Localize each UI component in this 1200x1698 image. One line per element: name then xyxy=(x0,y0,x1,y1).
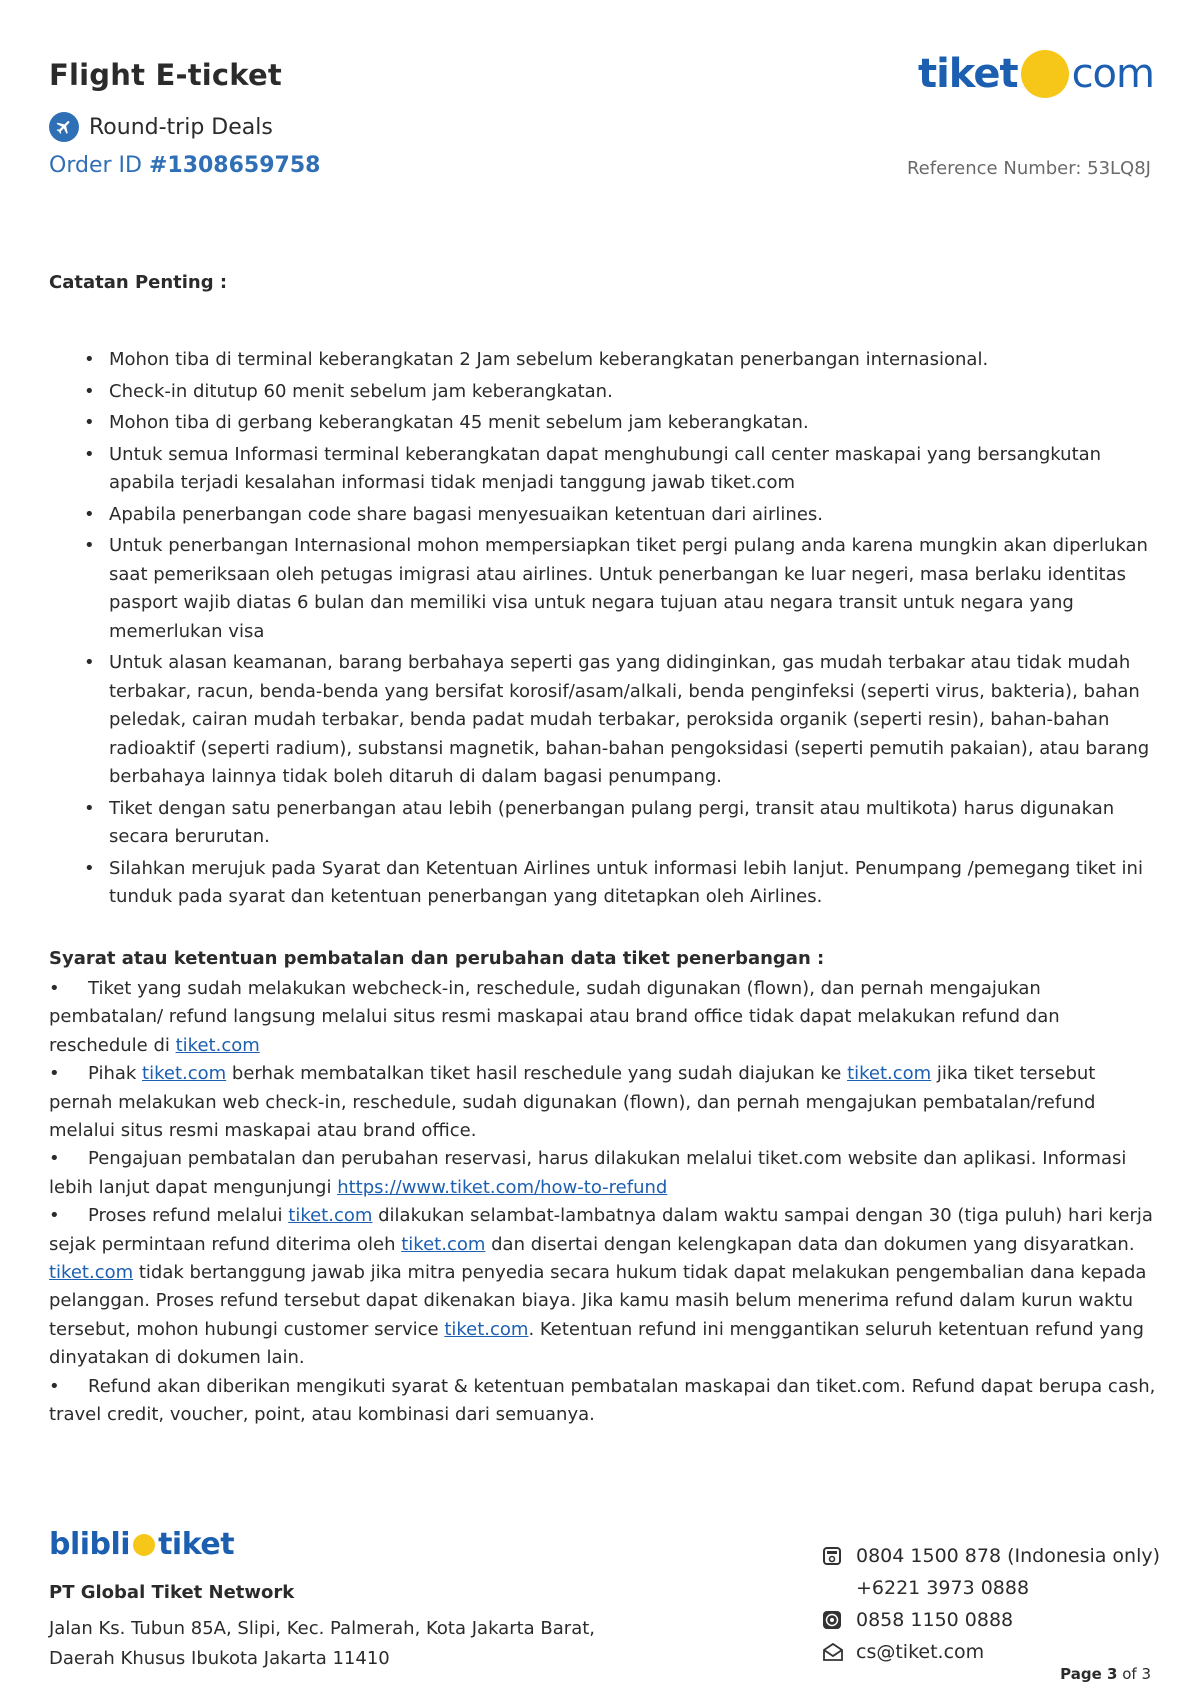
whatsapp-number[interactable]: 0858 1150 0888 xyxy=(856,1609,1014,1631)
bullet: • xyxy=(49,1063,60,1085)
page-number: Page 3 of 3 xyxy=(1060,1665,1151,1683)
terms-item: • Tiket yang sudah melakukan webcheck-in, reschedule, sudah digunakan (flown), dan pernah mengajukan pembatalan/ refund langsung melalui situs resmi maskapai atau brand office tidak dapat melakukan refund dan reschedule di tiket.com xyxy=(49,975,1159,1060)
trip-type-label: Round-trip Deals xyxy=(89,114,273,140)
notes-list xyxy=(82,346,1157,915)
order-id-value: #1308659758 xyxy=(148,153,321,178)
terms-item: • Proses refund melalui tiket.com dilakukan selambat-lambatnya dalam waktu sampai dengan 30 (tiga puluh) hari kerja sejak permintaan refund diterima oleh tiket.com dan disertai dengan kelengkapan data dan dokumen yang disyaratkan. tiket.com tidak bertanggung jawab jika mitra penyedia secara hukum tidak dapat melakukan pengembalian dana kepada pelanggan. Proses refund tersebut dapat dikenakan biaya. Jika kamu masih belum menerima refund dalam kurun waktu tersebut, mohon hubungi customer service tiket.com. Ketentuan refund ini menggantikan seluruh ketentuan refund yang dinyatakan di dokumen lain. xyxy=(49,1202,1159,1372)
terms-item: • Refund akan diberikan mengikuti syarat & ketentuan pembatalan maskapai dan tiket.com. Refund dapat berupa cash, travel credit, voucher, point, atau kombinasi dari semuanya. xyxy=(49,1373,1159,1430)
bullet: • xyxy=(49,978,60,999)
logo-dot xyxy=(1021,50,1069,98)
logo-text-left: tiket xyxy=(917,51,1018,97)
blibli-tiket-logo xyxy=(49,1527,234,1562)
plane-icon xyxy=(49,112,79,142)
terms-item: • Pengajuan pembatalan dan perubahan reservasi, harus dilakukan melalui tiket.com website dan aplikasi. Informasi lebih lanjut dapat mengunjungi https://www.tiket.com/how-to-refund xyxy=(49,1145,1159,1202)
order-id-label: Order ID xyxy=(49,153,142,178)
email-address[interactable]: cs@tiket.com xyxy=(856,1641,985,1663)
bullet: • xyxy=(49,1148,60,1170)
note-item: • Check-in ditutup 60 menit sebelum jam keberangkatan. xyxy=(82,378,1157,407)
company-address: Jalan Ks. Tubun 85A, Slipi, Kec. Palmerah, Kota Jakarta Barat, Daerah Khusus Ibukota Jakarta 11410 xyxy=(49,1618,596,1669)
note-item: • Untuk semua Informasi terminal keberangkatan dapat menghubungi call center maskapai yang bersangkutan apabila terjadi kesalahan informasi tidak menjadi tanggung jawab tiket.com xyxy=(82,441,1157,498)
email-icon xyxy=(822,1642,848,1662)
note-item: • Untuk penerbangan Internasional mohon mempersiapkan tiket pergi pulang anda karena mungkin akan diperlukan saat pemeriksaan oleh petugas imigrasi atau airlines. Untuk penerbangan ke luar negeri, masa berlaku identitas pasport wajib diatas 6 bulan dan memiliki visa untuk negara tujuan atau negara transit untuk negara yang memerlukan visa xyxy=(82,532,1157,646)
note-item: • Tiket dengan satu penerbangan atau lebih (penerbangan pulang pergi, transit atau multikota) harus digunakan secara berurutan. xyxy=(82,795,1157,852)
reference-number: Reference Number: 53LQ8J xyxy=(906,158,1151,179)
tiket-link[interactable]: tiket.com xyxy=(49,1262,134,1284)
whatsapp-icon xyxy=(822,1610,848,1630)
footer-logo-dot xyxy=(133,1534,155,1556)
footer-logo-right: tiket xyxy=(158,1527,235,1562)
phone-number-alt[interactable]: +6221 3973 0888 xyxy=(856,1577,1030,1599)
terms-item: • Pihak tiket.com berhak membatalkan tiket hasil reschedule yang sudah diajukan ke tiket.com jika tiket tersebut pernah melakukan web check-in, reschedule, sudah digunakan (flown), dan pernah mengajukan pembatalan/refund melalui situs resmi maskapai atau brand office. xyxy=(49,1060,1159,1145)
note-item: • Untuk alasan keamanan, barang berbahaya seperti gas yang didinginkan, gas mudah terbakar atau tidak mudah terbakar, racun, benda-benda yang bersifat korosif/asam/alkali, benda penginfeksi (seperti virus, bakteria), bahan peledak, cairan mudah terbakar, benda padat mudah terbakar, peroksida organik (seperti resin), bahan-bahan radioaktif (seperti radium), substansi magnetik, bahan-bahan pengoksidasi (seperti pemutih pakaian), atau barang berbahaya lainnya tidak boleh ditaruh di dalam bagasi penumpang. xyxy=(82,649,1157,792)
terms-list xyxy=(49,975,1159,1430)
page-title: Flight E-ticket xyxy=(49,58,282,92)
bullet: • xyxy=(49,1205,60,1227)
phone-icon xyxy=(822,1546,848,1566)
contact-info xyxy=(822,1540,1160,1668)
tiket-link[interactable]: tiket.com xyxy=(288,1205,373,1227)
note-item: • Mohon tiba di terminal keberangkatan 2 Jam sebelum keberangkatan penerbangan internasional. xyxy=(82,346,1157,375)
notes-title: Catatan Penting : xyxy=(49,272,228,293)
note-item: • Apabila penerbangan code share bagasi menyesuaikan ketentuan dari airlines. xyxy=(82,501,1157,530)
tiket-logo xyxy=(918,50,1154,98)
order-id-row xyxy=(49,153,320,178)
footer-logo-left: blibli xyxy=(49,1527,131,1562)
terms-title: Syarat atau ketentuan pembatalan dan perubahan data tiket penerbangan : xyxy=(49,948,825,969)
bullet: • xyxy=(49,1375,60,1397)
company-name: PT Global Tiket Network xyxy=(49,1582,295,1603)
refund-link[interactable]: https://www.tiket.com/how-to-refund xyxy=(337,1176,668,1198)
note-item: • Mohon tiba di gerbang keberangkatan 45 menit sebelum jam keberangkatan. xyxy=(82,409,1157,438)
tiket-link[interactable]: tiket.com xyxy=(401,1233,486,1255)
logo-text-right: com xyxy=(1071,51,1154,97)
tiket-link[interactable]: tiket.com xyxy=(175,1034,260,1056)
note-item: • Silahkan merujuk pada Syarat dan Ketentuan Airlines untuk informasi lebih lanjut. Penumpang /pemegang tiket ini tunduk pada syarat dan ketentuan penerbangan yang ditetapkan oleh Airlines. xyxy=(82,855,1157,912)
tiket-link[interactable]: tiket.com xyxy=(444,1318,529,1340)
tiket-link[interactable]: tiket.com xyxy=(142,1063,227,1085)
phone-number[interactable]: 0804 1500 878 (Indonesia only) xyxy=(856,1545,1161,1567)
tiket-link[interactable]: tiket.com xyxy=(847,1063,932,1085)
trip-type-row xyxy=(49,112,273,142)
